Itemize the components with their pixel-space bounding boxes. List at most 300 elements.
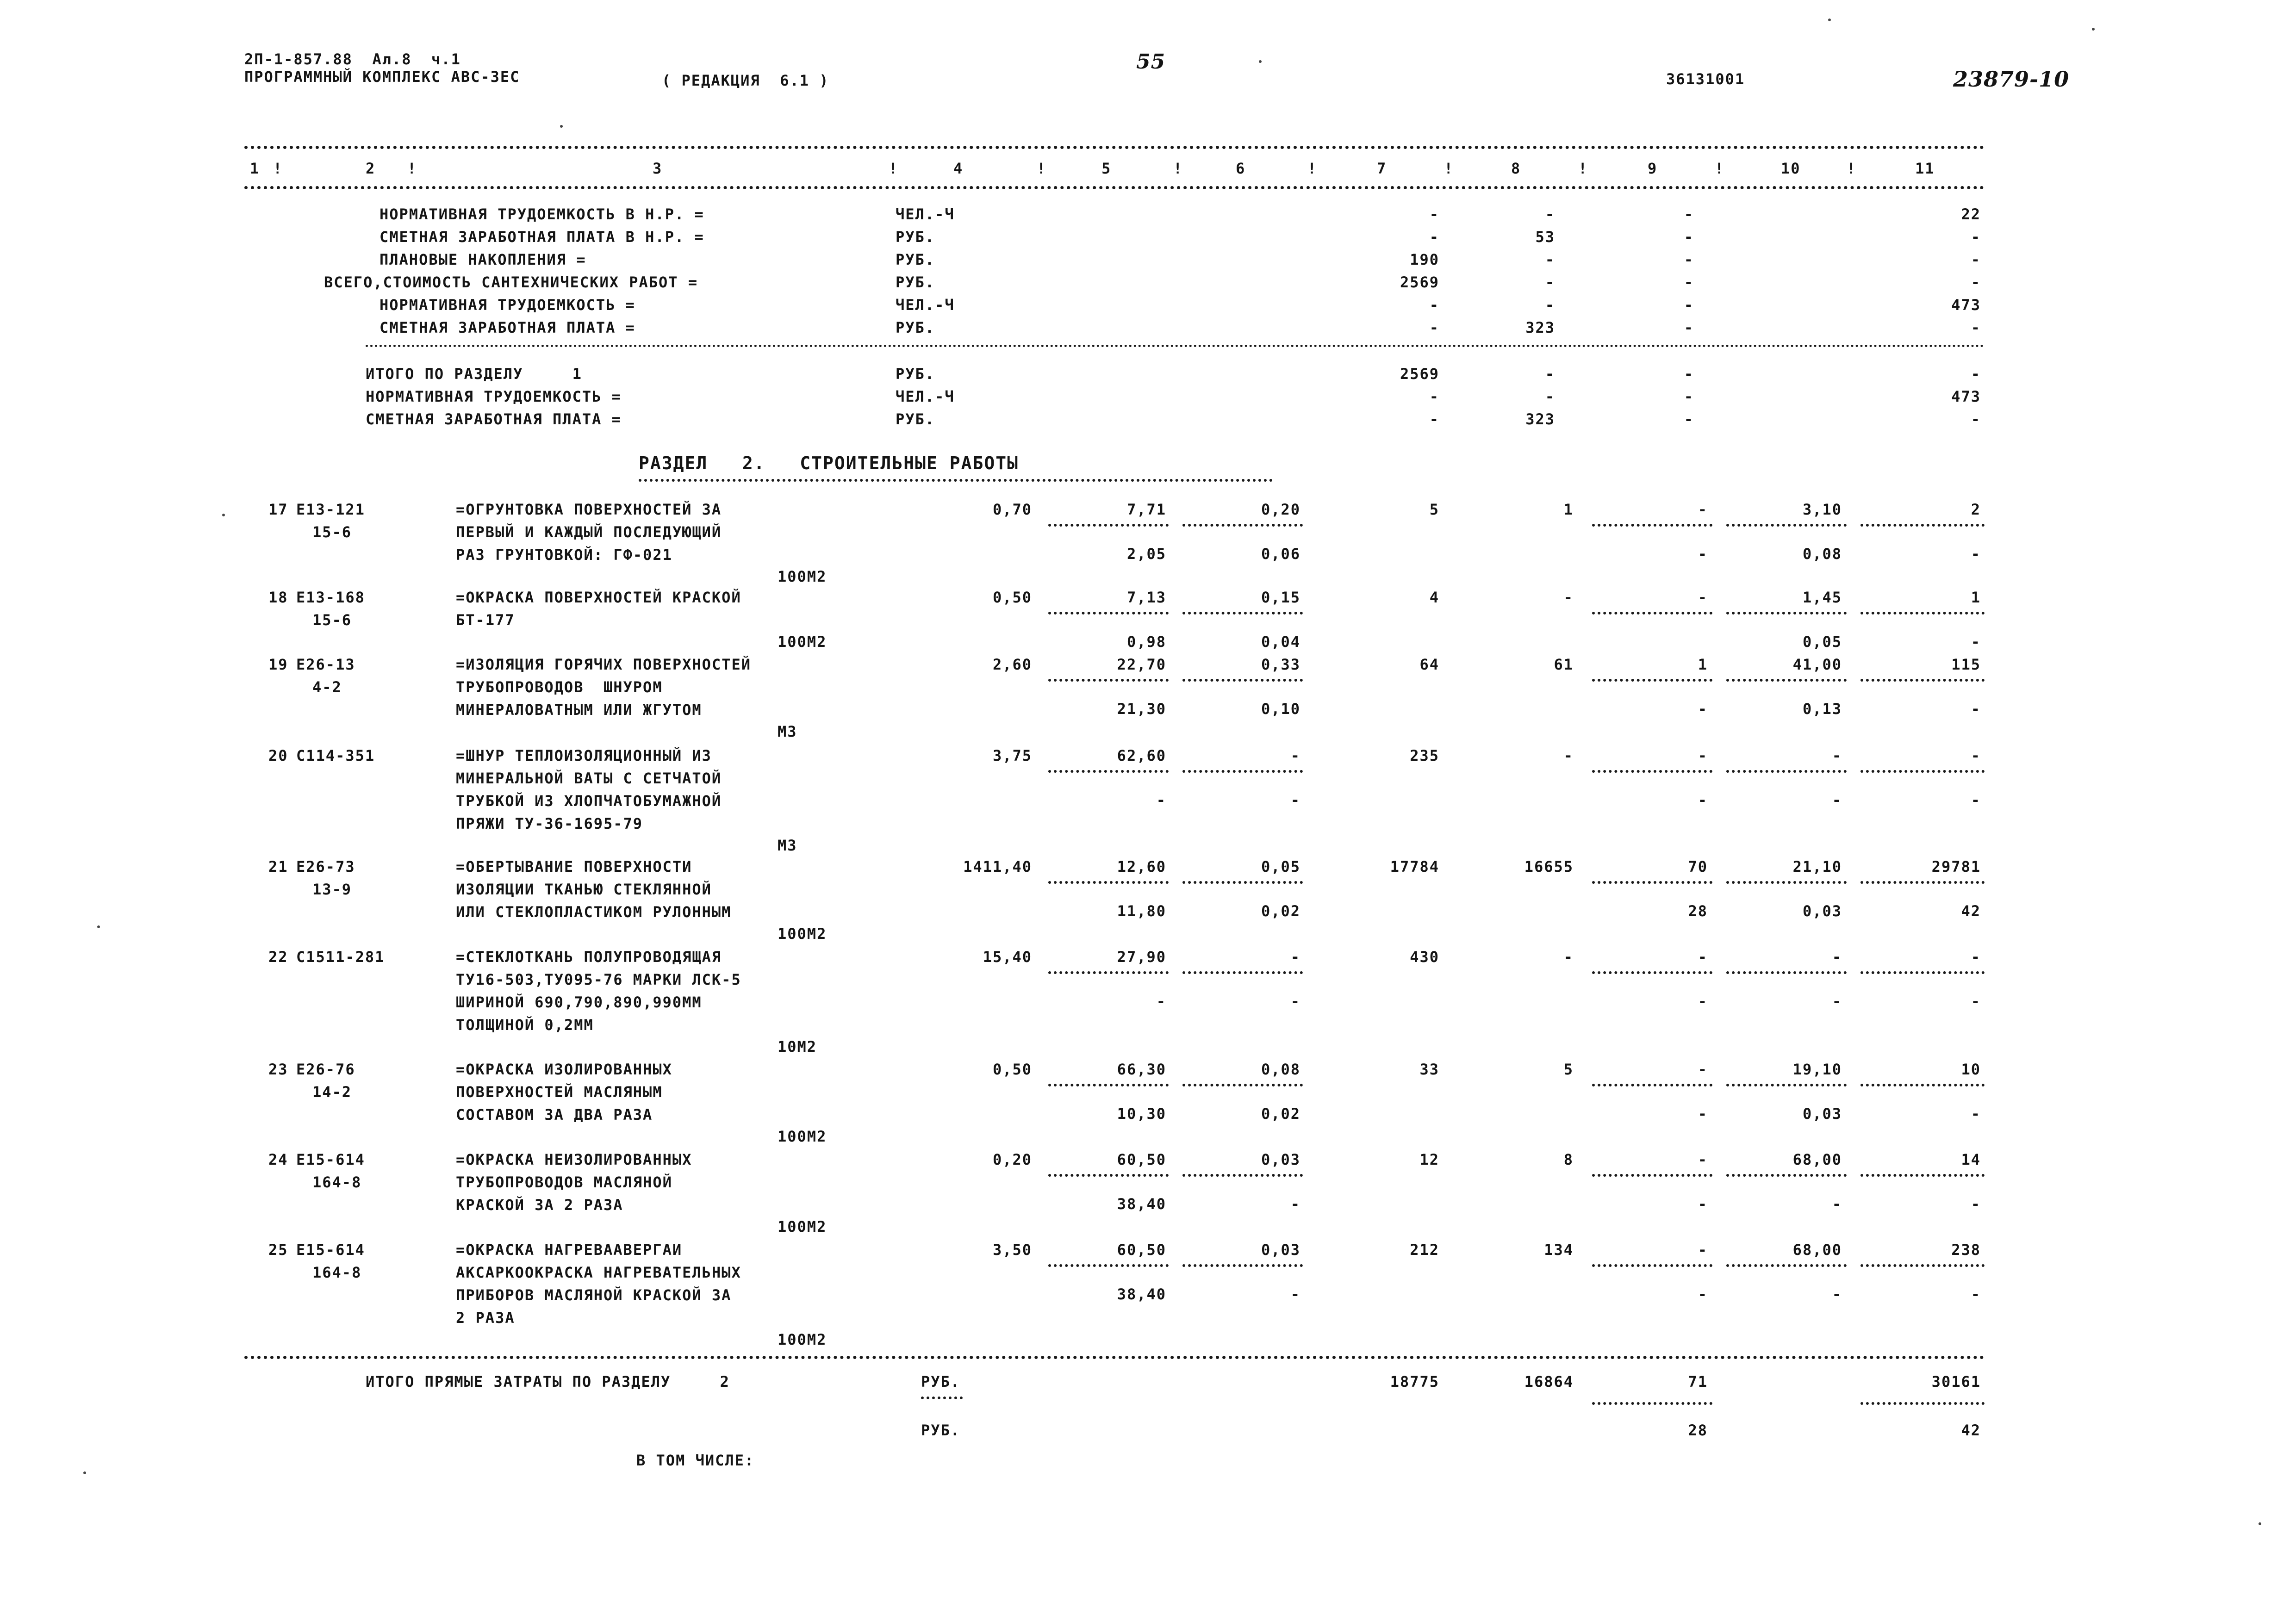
item-unit-cost: 62,60 <box>1117 747 1166 764</box>
item-col9-rule <box>1592 881 1712 884</box>
item-number: 19 <box>268 656 288 673</box>
edition: ( РЕДАКЦИЯ 6.1 ) <box>662 72 829 89</box>
item-col11-rule <box>1860 971 1985 974</box>
item-unit: 100М2 <box>778 633 827 651</box>
summary-col9: - <box>1684 273 1694 291</box>
item-col6b: 0,02 <box>1261 902 1300 920</box>
item-description-line: КРАСКОЙ ЗА 2 РАЗА <box>456 1196 623 1214</box>
item-unit-wage: 21,30 <box>1117 700 1166 718</box>
item-col10b: 0,03 <box>1802 1105 1842 1123</box>
item-total-wage: - <box>1563 589 1574 606</box>
item-description-line: =СТЕКЛОТКАНЬ ПОЛУПРОВОДЯЩАЯ <box>456 948 722 966</box>
item-col9-rule <box>1592 679 1712 682</box>
item-unit: 100М2 <box>778 1331 827 1348</box>
item-col6: 0,15 <box>1261 589 1300 606</box>
summary-col9: - <box>1684 205 1694 223</box>
summary-col9: - <box>1684 365 1694 383</box>
item-col6-rule <box>1182 612 1303 614</box>
item-code-2: 15-6 <box>312 611 352 629</box>
item-total-cost: 17784 <box>1390 858 1439 875</box>
item-col11-rule <box>1860 1264 1985 1267</box>
item-code: Е15-614 <box>296 1151 365 1168</box>
item-description-line: ТРУБКОЙ ИЗ ХЛОПЧАТОБУМАЖНОЙ <box>456 792 722 810</box>
item-col10b: - <box>1832 1285 1842 1303</box>
item-col10b: 0,05 <box>1802 633 1842 651</box>
item-unit-cost: 7,71 <box>1126 501 1166 518</box>
item-col10: 3,10 <box>1802 501 1842 518</box>
item-unit: 10М2 <box>778 1038 817 1055</box>
summary-col11: - <box>1971 319 1981 336</box>
item-unit-wage: 10,30 <box>1117 1105 1166 1123</box>
col-head-8: 8 <box>1511 160 1521 177</box>
item-col11-rule <box>1860 679 1985 682</box>
section-title: РАЗДЕЛ 2. СТРОИТЕЛЬНЫЕ РАБОТЫ <box>639 453 1019 473</box>
item-total-cost: 430 <box>1410 948 1439 966</box>
item-col9-rule <box>1592 524 1712 527</box>
item-quantity: 0,70 <box>992 501 1032 518</box>
summary-unit: РУБ. <box>896 410 935 428</box>
col-head-11: 11 <box>1915 160 1935 177</box>
item-col10: 19,10 <box>1792 1061 1842 1078</box>
rule-summary <box>366 345 1985 347</box>
item-col6b: - <box>1290 1285 1300 1303</box>
item-col9-rule <box>1592 1084 1712 1086</box>
item-col6b: 0,02 <box>1261 1105 1300 1123</box>
item-col9-rule <box>1592 770 1712 773</box>
summary-col11: - <box>1971 251 1981 268</box>
item-col10-rule <box>1726 881 1847 884</box>
item-code: С1511-281 <box>296 948 385 966</box>
item-description-line: =ОБЕРТЫВАНИЕ ПОВЕРХНОСТИ <box>456 858 692 875</box>
total-col9-rule <box>1592 1402 1712 1405</box>
item-total-wage: - <box>1563 747 1574 764</box>
item-col6-rule <box>1182 1084 1303 1086</box>
item-col10-rule <box>1726 770 1847 773</box>
summary-col9: - <box>1684 319 1694 336</box>
item-col9-rule <box>1592 1174 1712 1177</box>
item-description-line: ТОЛЩИНОЙ 0,2ММ <box>456 1016 594 1034</box>
item-col6b: - <box>1290 791 1300 809</box>
summary-label: СМЕТНАЯ ЗАРАБОТНАЯ ПЛАТА В Н.Р. = <box>380 228 704 246</box>
col-head-7: 7 <box>1377 160 1387 177</box>
item-col11-rule <box>1860 1084 1985 1086</box>
item-unit-wage: 38,40 <box>1117 1195 1166 1213</box>
summary-col9: - <box>1684 251 1694 268</box>
item-number: 21 <box>268 858 288 875</box>
item-total-cost: 4 <box>1429 589 1439 606</box>
item-description-line: ПОВЕРХНОСТЕЙ МАСЛЯНЫМ <box>456 1083 663 1101</box>
item-col11: 14 <box>1961 1151 1981 1168</box>
item-code: Е13-121 <box>296 501 365 518</box>
item-col9: - <box>1698 1061 1708 1078</box>
item-col6b: - <box>1290 1195 1300 1213</box>
item-code: С114-351 <box>296 747 375 764</box>
item-col11b: - <box>1971 1285 1981 1303</box>
item-col10: 68,00 <box>1792 1241 1842 1259</box>
item-unit-cost: 66,30 <box>1117 1061 1166 1078</box>
item-number: 23 <box>268 1061 288 1078</box>
col-head-6: 6 <box>1236 160 1246 177</box>
col-head-4: 4 <box>953 160 964 177</box>
summary-col7: - <box>1429 205 1439 223</box>
item-total-wage: 16655 <box>1524 858 1574 875</box>
item-unit-cost: 60,50 <box>1117 1241 1166 1259</box>
item-quantity: 15,40 <box>983 948 1032 966</box>
item-unit: 100М2 <box>778 925 827 943</box>
item-total-cost: 12 <box>1419 1151 1439 1168</box>
page-number: 55 <box>1136 50 1166 74</box>
item-col6: 0,03 <box>1261 1241 1300 1259</box>
summary-label: СМЕТНАЯ ЗАРАБОТНАЯ ПЛАТА = <box>380 319 635 336</box>
summary-col11: - <box>1971 273 1981 291</box>
item-col6-rule <box>1182 971 1303 974</box>
total-unit-2: РУБ. <box>921 1421 961 1439</box>
summary-col7: - <box>1429 388 1439 405</box>
item-col6: - <box>1290 948 1300 966</box>
summary-unit: ЧЕЛ.-Ч <box>896 296 955 314</box>
summary-col7: 190 <box>1410 251 1439 268</box>
item-unit-cost: 60,50 <box>1117 1151 1166 1168</box>
sheet-code: 23879-10 <box>1953 67 2070 92</box>
item-code-2: 13-9 <box>312 881 352 898</box>
item-col6b: 0,06 <box>1261 545 1300 563</box>
summary-col8: - <box>1545 365 1555 383</box>
item-description-line: ИЛИ СТЕКЛОПЛАСТИКОМ РУЛОННЫМ <box>456 903 732 921</box>
summary-label: ВСЕГО,СТОИМОСТЬ САНТЕХНИЧЕСКИХ РАБОТ = <box>324 273 698 291</box>
item-total-cost: 64 <box>1419 656 1439 673</box>
summary-col7: - <box>1429 410 1439 428</box>
item-col10b: - <box>1832 791 1842 809</box>
item-description-line: ПЕРВЫЙ И КАЖДЫЙ ПОСЛЕДУЮЩИЙ <box>456 523 722 541</box>
item-col6-rule <box>1182 679 1303 682</box>
item-col10: 41,00 <box>1792 656 1842 673</box>
item-total-cost: 212 <box>1410 1241 1439 1259</box>
item-col11b: - <box>1971 1105 1981 1123</box>
item-number: 22 <box>268 948 288 966</box>
item-col11: 29781 <box>1931 858 1981 875</box>
item-col11b: 42 <box>1961 902 1981 920</box>
item-quantity: 0,50 <box>992 1061 1032 1078</box>
item-code: Е26-73 <box>296 858 355 875</box>
summary-col8: - <box>1545 388 1555 405</box>
item-col11: 238 <box>1951 1241 1981 1259</box>
item-unit: М3 <box>778 837 797 854</box>
item-col10b: - <box>1832 993 1842 1010</box>
item-total-wage: 134 <box>1544 1241 1574 1259</box>
summary-col9: - <box>1684 388 1694 405</box>
item-code-2: 4-2 <box>312 678 342 696</box>
item-description-line: СОСТАВОМ ЗА ДВА РАЗА <box>456 1106 653 1123</box>
item-total-wage: 8 <box>1563 1151 1574 1168</box>
item-col6b: 0,04 <box>1261 633 1300 651</box>
item-total-cost: 235 <box>1410 747 1439 764</box>
summary-unit: РУБ. <box>896 228 935 246</box>
total-label: ИТОГО ПРЯМЫЕ ЗАТРАТЫ ПО РАЗДЕЛУ 2 <box>366 1373 730 1390</box>
item-col5-rule <box>1048 1174 1169 1177</box>
item-col6-rule <box>1182 1174 1303 1177</box>
summary-col7: - <box>1429 319 1439 336</box>
item-col9-rule <box>1592 1264 1712 1267</box>
item-col9: - <box>1698 501 1708 518</box>
item-code-2: 164-8 <box>312 1173 362 1191</box>
item-col10b: 0,13 <box>1802 700 1842 718</box>
item-col6b: 0,10 <box>1261 700 1300 718</box>
item-description-line: =ОКРАСКА ИЗОЛИРОВАННЫХ <box>456 1061 672 1078</box>
item-description-line: ШИРИНОЙ 690,790,890,990ММ <box>456 993 702 1011</box>
summary-col8: - <box>1545 251 1555 268</box>
summary-col11: - <box>1971 365 1981 383</box>
item-col6-rule <box>1182 1264 1303 1267</box>
summary-col7: - <box>1429 296 1439 314</box>
item-col6: 0,20 <box>1261 501 1300 518</box>
item-description-line: ПРЯЖИ ТУ-36-1695-79 <box>456 815 643 832</box>
item-quantity: 2,60 <box>992 656 1032 673</box>
total-col11-rule <box>1860 1402 1985 1405</box>
item-col10b: 0,03 <box>1802 902 1842 920</box>
item-col10-rule <box>1726 1084 1847 1086</box>
item-col5-rule <box>1048 770 1169 773</box>
item-col10: 21,10 <box>1792 858 1842 875</box>
item-col11-rule <box>1860 612 1985 614</box>
item-col5-rule <box>1048 524 1169 527</box>
item-col6: 0,08 <box>1261 1061 1300 1078</box>
summary-label: НОРМАТИВНАЯ ТРУДОЕМКОСТЬ = <box>366 388 622 405</box>
item-col9: 1 <box>1698 656 1708 673</box>
item-unit: М3 <box>778 723 797 740</box>
summary-col8: - <box>1545 205 1555 223</box>
item-description-line: ТУ16-503,ТУ095-76 МАРКИ ЛСК-5 <box>456 971 741 988</box>
item-total-cost: 5 <box>1429 501 1439 518</box>
item-col6-rule <box>1182 770 1303 773</box>
summary-col7: - <box>1429 228 1439 246</box>
item-col9b: - <box>1698 1105 1708 1123</box>
item-col11: - <box>1971 747 1981 764</box>
footer-note: В ТОМ ЧИСЛЕ: <box>636 1452 755 1469</box>
item-total-wage: 1 <box>1563 501 1574 518</box>
item-col11b: - <box>1971 791 1981 809</box>
total-unit: РУБ. <box>921 1373 961 1390</box>
total-col11: 30161 <box>1931 1373 1981 1390</box>
item-code-2: 164-8 <box>312 1264 362 1281</box>
item-col10-rule <box>1726 1174 1847 1177</box>
item-col9-rule <box>1592 971 1712 974</box>
summary-col11: - <box>1971 228 1981 246</box>
item-unit: 100М2 <box>778 568 827 585</box>
item-unit-cost: 22,70 <box>1117 656 1166 673</box>
item-number: 18 <box>268 589 288 606</box>
item-col10-rule <box>1726 971 1847 974</box>
item-col10-rule <box>1726 1264 1847 1267</box>
item-col10-rule <box>1726 524 1847 527</box>
summary-col8: - <box>1545 273 1555 291</box>
item-unit: 100М2 <box>778 1218 827 1235</box>
item-description-line: 2 РАЗА <box>456 1309 515 1327</box>
item-unit-wage: - <box>1156 993 1166 1010</box>
item-description-line: =ОГРУНТОВКА ПОВЕРХНОСТЕЙ ЗА <box>456 501 722 518</box>
item-col9: - <box>1698 1241 1708 1259</box>
item-col9: - <box>1698 747 1708 764</box>
summary-label: НОРМАТИВНАЯ ТРУДОЕМКОСТЬ = <box>380 296 635 314</box>
item-code: Е26-13 <box>296 656 355 673</box>
summary-label: СМЕТНАЯ ЗАРАБОТНАЯ ПЛАТА = <box>366 410 622 428</box>
item-description-line: ИЗОЛЯЦИИ ТКАНЬЮ СТЕКЛЯННОЙ <box>456 881 712 898</box>
summary-col7: 2569 <box>1400 365 1439 383</box>
summary-col9: - <box>1684 228 1694 246</box>
item-code-2: 15-6 <box>312 523 352 541</box>
col-head-10: 10 <box>1781 160 1801 177</box>
total-col8: 16864 <box>1524 1373 1574 1390</box>
item-code: Е13-168 <box>296 589 365 606</box>
summary-unit: ЧЕЛ.-Ч <box>896 205 955 223</box>
col-head-1: 1 <box>250 160 260 177</box>
item-col11: - <box>1971 948 1981 966</box>
item-col6-rule <box>1182 881 1303 884</box>
item-description-line: =ОКРАСКА НАГРЕВААВЕРГАИ <box>456 1241 683 1259</box>
summary-unit: РУБ. <box>896 365 935 383</box>
item-description-line: МИНЕРАЛЬНОЙ ВАТЫ С СЕТЧАТОЙ <box>456 770 722 787</box>
item-col10: 68,00 <box>1792 1151 1842 1168</box>
section-title-underline <box>639 479 1273 482</box>
summary-col11: 22 <box>1961 205 1981 223</box>
item-unit-cost: 7,13 <box>1126 589 1166 606</box>
item-col6-rule <box>1182 524 1303 527</box>
item-total-wage: 5 <box>1563 1061 1574 1078</box>
item-col11: 115 <box>1951 656 1981 673</box>
summary-col8: 53 <box>1535 228 1555 246</box>
total-col9b: 28 <box>1688 1421 1708 1439</box>
item-col11: 10 <box>1961 1061 1981 1078</box>
summary-col7: 2569 <box>1400 273 1439 291</box>
doc-code: 2П-1-857.88 Ал.8 ч.1 <box>244 50 461 68</box>
item-col10b: - <box>1832 1195 1842 1213</box>
total-col11b: 42 <box>1961 1421 1981 1439</box>
item-col11b: - <box>1971 633 1981 651</box>
item-unit: 100М2 <box>778 1128 827 1145</box>
item-col5-rule <box>1048 971 1169 974</box>
item-col11-rule <box>1860 770 1985 773</box>
summary-unit: РУБ. <box>896 251 935 268</box>
item-unit-wage: 0,98 <box>1126 633 1166 651</box>
item-col6: 0,05 <box>1261 858 1300 875</box>
item-code-2: 14-2 <box>312 1083 352 1101</box>
item-col9-rule <box>1592 612 1712 614</box>
item-col9b: - <box>1698 545 1708 563</box>
item-quantity: 3,75 <box>992 747 1032 764</box>
item-col9b: - <box>1698 791 1708 809</box>
item-col5-rule <box>1048 1264 1169 1267</box>
item-col9b: - <box>1698 1285 1708 1303</box>
item-col9b: - <box>1698 700 1708 718</box>
program-name: ПРОГРАММНЫЙ КОМПЛЕКС АВС-3ЕС <box>244 68 520 86</box>
item-col9: 70 <box>1688 858 1708 875</box>
item-col11-rule <box>1860 1174 1985 1177</box>
item-total-wage: - <box>1563 948 1574 966</box>
item-col5-rule <box>1048 612 1169 614</box>
document-id: 36131001 <box>1666 70 1745 88</box>
item-col10-rule <box>1726 612 1847 614</box>
item-description-line: =ОКРАСКА НЕИЗОЛИРОВАННЫХ <box>456 1151 692 1168</box>
item-quantity: 0,50 <box>992 589 1032 606</box>
item-code: Е26-76 <box>296 1061 355 1078</box>
item-code: Е15-614 <box>296 1241 365 1259</box>
summary-col8: 323 <box>1525 319 1555 336</box>
item-quantity: 3,50 <box>992 1241 1032 1259</box>
rule-total <box>244 1356 1985 1359</box>
item-unit-wage: 11,80 <box>1117 902 1166 920</box>
item-col10b: 0,08 <box>1802 545 1842 563</box>
item-unit-wage: 38,40 <box>1117 1285 1166 1303</box>
item-col5-rule <box>1048 679 1169 682</box>
item-number: 20 <box>268 747 288 764</box>
summary-label: ИТОГО ПО РАЗДЕЛУ 1 <box>366 365 582 383</box>
item-col11: 1 <box>1971 589 1981 606</box>
item-col9b: - <box>1698 993 1708 1010</box>
item-col5-rule <box>1048 881 1169 884</box>
item-number: 24 <box>268 1151 288 1168</box>
summary-unit: ЧЕЛ.-Ч <box>896 388 955 405</box>
item-col11b: - <box>1971 1195 1981 1213</box>
summary-col11: 473 <box>1951 388 1981 405</box>
item-col9: - <box>1698 589 1708 606</box>
summary-label: ПЛАНОВЫЕ НАКОПЛЕНИЯ = <box>380 251 586 268</box>
item-description-line: МИНЕРАЛОВАТНЫМ ИЛИ ЖГУТОМ <box>456 701 702 719</box>
item-description-line: =ШНУР ТЕПЛОИЗОЛЯЦИОННЫЙ ИЗ <box>456 747 712 764</box>
item-description-line: =ОКРАСКА ПОВЕРХНОСТЕЙ КРАСКОЙ <box>456 589 741 606</box>
item-description-line: ТРУБОПРОВОДОВ МАСЛЯНОЙ <box>456 1173 672 1191</box>
summary-col9: - <box>1684 410 1694 428</box>
item-col9b: 28 <box>1688 902 1708 920</box>
item-unit-cost: 27,90 <box>1117 948 1166 966</box>
rule-header-bottom <box>244 186 1985 189</box>
summary-col11: 473 <box>1951 296 1981 314</box>
item-col9: - <box>1698 1151 1708 1168</box>
item-description-line: =ИЗОЛЯЦИЯ ГОРЯЧИХ ПОВЕРХНОСТЕЙ <box>456 656 751 673</box>
col-head-3: 3 <box>653 160 663 177</box>
item-description-line: БТ-177 <box>456 611 515 629</box>
col-head-9: 9 <box>1648 160 1658 177</box>
item-number: 25 <box>268 1241 288 1259</box>
item-col6b: - <box>1290 993 1300 1010</box>
item-quantity: 0,20 <box>992 1151 1032 1168</box>
item-col10: - <box>1832 948 1842 966</box>
col-head-5: 5 <box>1101 160 1112 177</box>
item-col10: - <box>1832 747 1842 764</box>
item-col11-rule <box>1860 524 1985 527</box>
item-unit-cost: 12,60 <box>1117 858 1166 875</box>
item-total-wage: 61 <box>1554 656 1574 673</box>
item-col10: 1,45 <box>1802 589 1842 606</box>
col-head-2: 2 <box>366 160 376 177</box>
item-col6: 0,03 <box>1261 1151 1300 1168</box>
item-total-cost: 33 <box>1419 1061 1439 1078</box>
item-quantity: 1411,40 <box>963 858 1032 875</box>
item-number: 17 <box>268 501 288 518</box>
summary-label: НОРМАТИВНАЯ ТРУДОЕМКОСТЬ В Н.Р. = <box>380 205 704 223</box>
summary-col8: 323 <box>1525 410 1555 428</box>
total-unit-rule <box>921 1397 963 1399</box>
item-col5-rule <box>1048 1084 1169 1086</box>
item-unit-wage: 2,05 <box>1126 545 1166 563</box>
summary-col9: - <box>1684 296 1694 314</box>
item-col11: 2 <box>1971 501 1981 518</box>
item-col11-rule <box>1860 881 1985 884</box>
item-col11b: - <box>1971 700 1981 718</box>
item-description-line: АКСАРКООКРАСКА НАГРЕВАТЕЛЬНЫХ <box>456 1264 741 1281</box>
summary-unit: РУБ. <box>896 319 935 336</box>
total-col7: 18775 <box>1390 1373 1439 1390</box>
item-col9: - <box>1698 948 1708 966</box>
item-col11b: - <box>1971 545 1981 563</box>
